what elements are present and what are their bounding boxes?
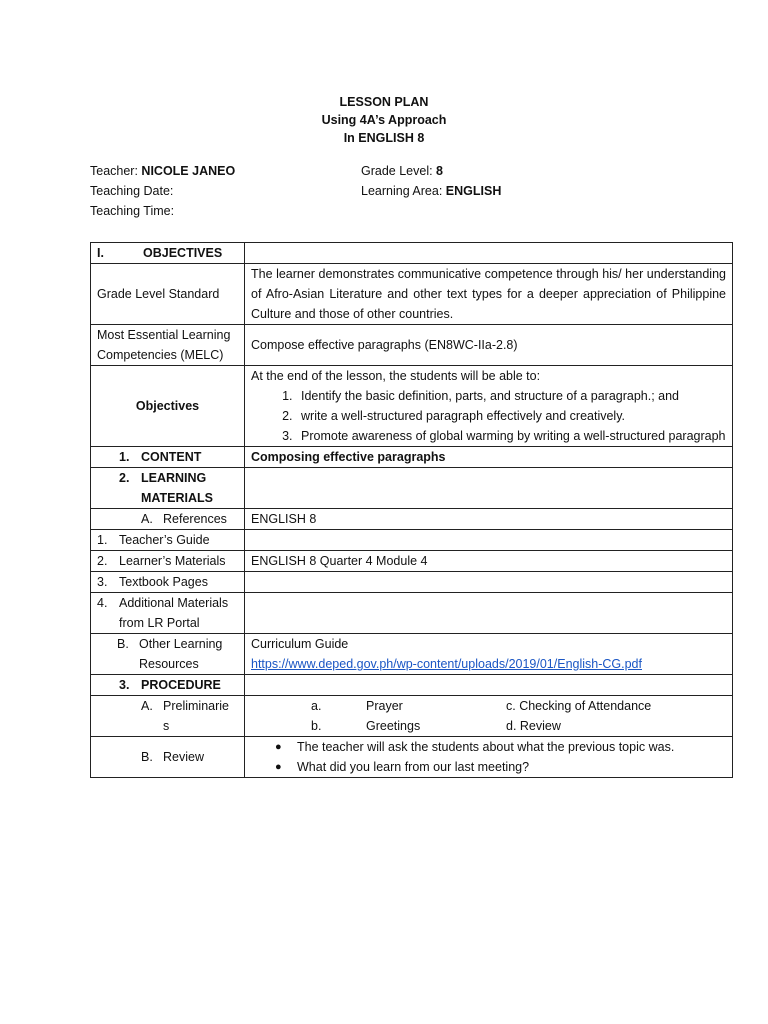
review-label-cell (91, 737, 245, 778)
prelim-item: d. Review (506, 719, 561, 733)
melc-label: Most Essential Learning Competencies (MELC) (91, 325, 245, 366)
table-row-content (91, 447, 733, 468)
am-label-wrap (97, 593, 238, 633)
ref-value: ENGLISH 8 (245, 509, 733, 530)
objectives-num: I. (97, 246, 104, 260)
objectives-header: OBJECTIVES (143, 246, 223, 260)
document-title: LESSON PLAN (339, 95, 429, 109)
teacher-label: Teacher: (90, 164, 142, 178)
area-label: Learning Area: (361, 184, 446, 198)
list-item: 3. Promote awareness of global warming by writing a well-structured paragraph (296, 426, 726, 446)
area-line (361, 181, 501, 201)
ref-label-cell (91, 509, 245, 530)
empty-cell (245, 243, 733, 264)
prelim-content (245, 696, 733, 737)
content-label-cell (91, 447, 245, 468)
table-row-textbook-pages (91, 572, 733, 593)
table-row-gls (91, 264, 733, 325)
table-row-teachers-guide (91, 530, 733, 551)
content-label: CONTENT (141, 450, 202, 464)
olr-label: Other Learning Resources (139, 637, 223, 671)
ref-num: A. (141, 512, 153, 526)
objectives-intro: At the end of the lesson, the students will be able to: (251, 369, 541, 383)
empty-cell (245, 468, 733, 509)
objectives-label: Objectives (91, 366, 245, 447)
am-num: 4. (97, 596, 108, 610)
am-label: Additional Materials from LR Portal (119, 596, 229, 630)
prelim-item: Greetings (366, 719, 421, 733)
table-row-preliminaries (91, 696, 733, 737)
review-content (245, 737, 733, 778)
prelim-item: c. Checking of Attendance (506, 699, 652, 713)
olr-label-cell (91, 634, 245, 675)
prelim-label-wrap (141, 696, 238, 736)
table-row-procedure (91, 675, 733, 696)
prelim-num: A. (141, 699, 153, 713)
empty-cell (245, 675, 733, 696)
tg-num: 1. (97, 533, 108, 547)
table-row-other-resources (91, 634, 733, 675)
lmat-label-cell (91, 551, 245, 572)
lm-label-wrap (119, 468, 238, 508)
olr-value: Curriculum Guide (251, 637, 349, 651)
lm-num: 2. (119, 471, 130, 485)
olr-label-wrap (117, 634, 238, 674)
tb-label-cell (91, 572, 245, 593)
grade-label: Grade Level: (361, 164, 437, 178)
gls-label: Grade Level Standard (91, 264, 245, 325)
teaching-date: Teaching Date: (90, 184, 174, 198)
lm-label: LEARNING MATERIALS (141, 471, 213, 505)
proc-num: 3. (119, 678, 130, 692)
table-row-objectives-header (91, 243, 733, 264)
objectives-list (251, 386, 726, 446)
lmat-label: Learner’s Materials (119, 554, 226, 568)
area-value: ENGLISH (445, 184, 502, 198)
tb-label: Textbook Pages (119, 575, 208, 589)
tb-num: 3. (97, 575, 108, 589)
objectives-header-cell (91, 243, 245, 264)
review-list (251, 737, 726, 777)
lm-label-cell (91, 468, 245, 509)
melc-text: Compose effective paragraphs (EN8WC-IIa-2.8) (245, 325, 733, 366)
lesson-plan-table (90, 242, 733, 778)
empty-cell (245, 593, 733, 634)
grade-line (361, 161, 501, 181)
prelim-grid (311, 696, 726, 736)
document-subject-line: In ENGLISH 8 (343, 131, 425, 145)
objectives-content (245, 366, 733, 447)
table-row-melc (91, 325, 733, 366)
prelim-letter: b. (311, 719, 322, 733)
grade-info (361, 161, 501, 201)
lmat-num: 2. (97, 554, 108, 568)
proc-label-cell (91, 675, 245, 696)
list-item: 2. write a well-structured paragraph effectively and creatively. (296, 406, 726, 426)
olr-num: B. (117, 637, 129, 651)
review-label: Review (163, 750, 204, 764)
table-row-references (91, 509, 733, 530)
teaching-time: Teaching Time: (90, 204, 175, 218)
tg-label: Teacher’s Guide (119, 533, 210, 547)
prelim-letter: a. (311, 699, 322, 713)
content-num: 1. (119, 450, 130, 464)
list-item: ● What did you learn from our last meeting? (297, 757, 726, 777)
empty-cell (245, 572, 733, 593)
document-subtitle: Using 4A’s Approach (321, 113, 447, 127)
lmat-value: ENGLISH 8 Quarter 4 Module 4 (245, 551, 733, 572)
gls-text: The learner demonstrates communicative competence through his/ her understanding of Afro-Asian Literature and other text types for a deeper appreciation of Philippine Culture and those of other countries. (245, 264, 733, 325)
prelim-label-cell (91, 696, 245, 737)
table-row-additional-materials (91, 593, 733, 634)
table-row-review (91, 737, 733, 778)
table-row-learning-materials (91, 468, 733, 509)
tg-label-cell (91, 530, 245, 551)
teacher-info (90, 161, 235, 221)
teacher-name: NICOLE JANEO (141, 164, 236, 178)
table-row-learners-materials (91, 551, 733, 572)
curriculum-guide-link[interactable]: https://www.deped.gov.ph/wp-content/uploads/2019/01/English-CG.pdf (251, 657, 642, 671)
content-value: Composing effective paragraphs (245, 447, 733, 468)
olr-content (245, 634, 733, 675)
grade-value: 8 (436, 164, 443, 178)
prelim-label: Preliminaries (163, 699, 229, 733)
review-num: B. (141, 750, 153, 764)
teacher-line (90, 161, 235, 181)
list-item: 1. Identify the basic definition, parts, and structure of a paragraph.; and (296, 386, 726, 406)
am-label-cell (91, 593, 245, 634)
proc-label: PROCEDURE (141, 678, 221, 692)
prelim-item: Prayer (366, 699, 403, 713)
empty-cell (245, 530, 733, 551)
document-title-block (0, 93, 768, 147)
ref-label: References (163, 512, 227, 526)
table-row-objectives (91, 366, 733, 447)
list-item: ● The teacher will ask the students about what the previous topic was. (297, 737, 726, 757)
